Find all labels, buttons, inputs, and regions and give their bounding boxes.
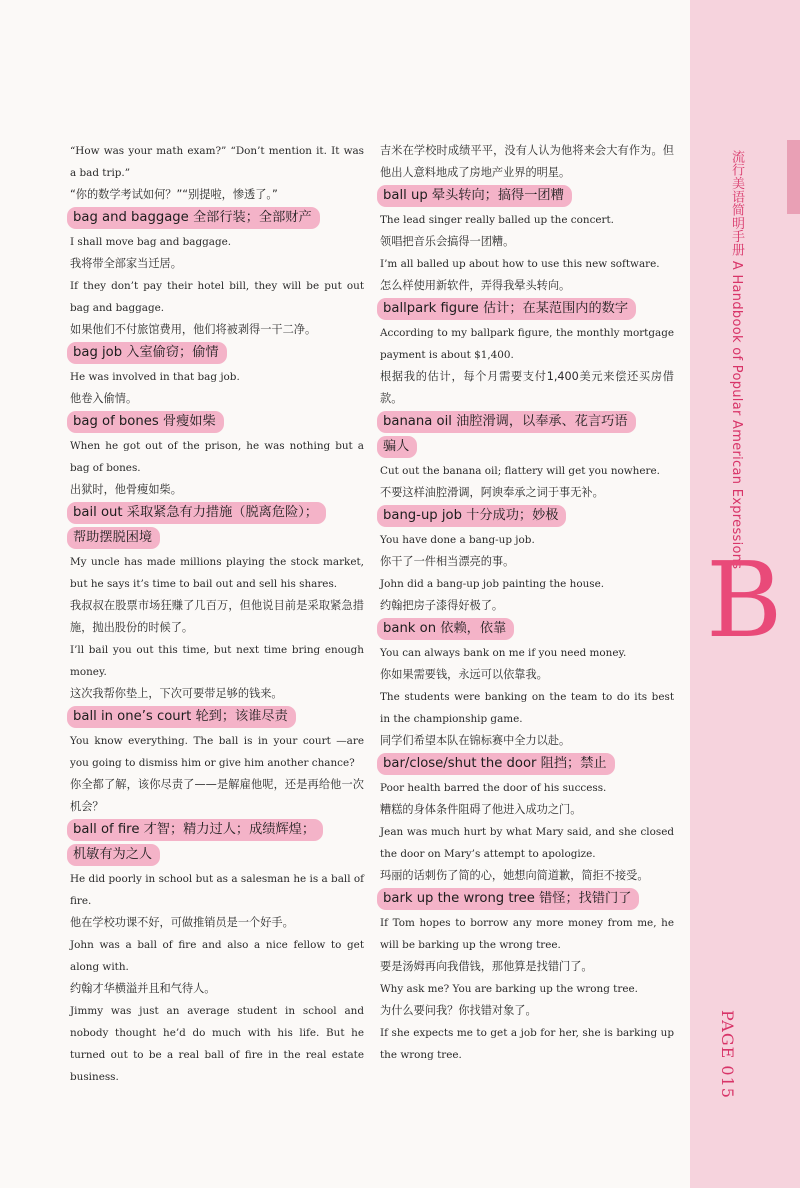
translation-text: 糟糕的身体条件阻碍了他进入成功之门。 — [380, 803, 582, 816]
entry-heading: bag and baggage 全部行装；全部财产 — [67, 207, 320, 229]
side-tab — [787, 140, 800, 214]
entry-heading-row — [380, 504, 674, 529]
entry-heading: bar/close/shut the door 阻挡；禁止 — [377, 753, 615, 775]
example-sentence: “How was your math exam?” “Don’t mention it. It was a bad trip.” — [70, 145, 364, 179]
page-number: PAGE 015 — [718, 1010, 737, 1099]
entry-heading: bank on 依赖，依靠 — [377, 618, 514, 640]
example-sentence: He did poorly in school but as a salesman he is a ball of fire. — [70, 873, 364, 907]
example-sentence: The lead singer really balled up the concert. — [380, 214, 614, 226]
translation-text: 要是汤姆再向我借钱，那他算是找错门了。 — [380, 960, 593, 973]
example-sentence: Cut out the banana oil; flattery will get you nowhere. — [380, 465, 660, 477]
entry-heading: ballpark figure 估计；在某范围内的数字 — [377, 298, 636, 320]
translation-text: 怎么样使用新软件，弄得我晕头转向。 — [380, 279, 571, 292]
entry-heading: 骗人 — [377, 436, 417, 458]
translation-text: 他在学校功课不好，可做推销员是一个好手。 — [70, 916, 294, 929]
translation-text: “你的数学考试如何？”“别提啦，惨透了。” — [70, 188, 278, 201]
right-column — [380, 140, 674, 1066]
entry-heading-row — [70, 410, 364, 435]
example-sentence: John did a bang-up job painting the house. — [380, 578, 605, 590]
example-sentence: Jean was much hurt by what Mary said, and she closed the door on Mary’s attempt to apologize. — [380, 826, 674, 860]
translation-text: 吉米在学校时成绩平平，没有人认为他将来会大有作为。但他出人意料地成了房地产业界的明星。 — [380, 144, 674, 179]
example-sentence: You can always bank on me if you need money. — [380, 647, 627, 659]
example-sentence: When he got out of the prison, he was nothing but a bag of bones. — [70, 440, 364, 474]
translation-text: 你如果需要钱，永远可以依靠我。 — [380, 668, 548, 681]
translation-text: 约翰把房子漆得好极了。 — [380, 599, 504, 612]
translation-text: 我将带全部家当迁居。 — [70, 257, 182, 270]
entry-heading: 机敏有为之人 — [67, 844, 160, 866]
translation-text: 根据我的估计，每个月需要支付1,400美元来偿还买房借款。 — [380, 370, 674, 405]
entry-heading-row — [380, 617, 674, 642]
book-title: 流行美语简明手册 A Handbook of Popular American Expressions — [729, 150, 744, 570]
example-sentence: Jimmy was just an average student in school and nobody thought he’d do much with his life. But he turned out to be a real ball of fire in the real estate business. — [70, 1005, 364, 1083]
translation-text: 约翰才华横溢并且和气待人。 — [70, 982, 216, 995]
example-sentence: I’m all balled up about how to use this new software. — [380, 258, 660, 270]
entry-heading-row — [70, 341, 364, 366]
translation-text: 玛丽的话刺伤了简的心，她想向简道歉，简拒不接受。 — [380, 869, 649, 882]
entry-heading-row — [380, 410, 674, 435]
section-letter: B — [706, 539, 783, 661]
left-column — [70, 140, 364, 1088]
example-sentence: You know everything. The ball is in your court —are you going to dismiss him or give him another chance? — [70, 735, 364, 769]
entry-heading-row — [380, 297, 674, 322]
translation-text: 领唱把音乐会搞得一团糟。 — [380, 235, 515, 248]
example-sentence: I shall move bag and baggage. — [70, 236, 232, 248]
translation-text: 我叔叔在股票市场狂赚了几百万，但他说目前是采取紧急措施，抛出股份的时候了。 — [70, 599, 364, 634]
entry-heading-row — [70, 818, 364, 843]
example-sentence: You have done a bang-up job. — [380, 534, 535, 546]
example-sentence: My uncle has made millions playing the stock market, but he says it’s time to bail out and sell his shares. — [70, 556, 364, 590]
translation-text: 为什么要问我？你找错对象了。 — [380, 1004, 537, 1017]
entry-heading: 帮助摆脱困境 — [67, 527, 160, 549]
translation-text: 他卷入偷情。 — [70, 392, 138, 405]
entry-heading-row — [70, 705, 364, 730]
entry-heading: ball of fire 才智；精力过人；成绩辉煌； — [67, 819, 323, 841]
entry-heading-row — [380, 435, 674, 460]
example-sentence: Why ask me? You are barking up the wrong tree. — [380, 983, 638, 995]
example-sentence: John was a ball of fire and also a nice fellow to get along with. — [70, 939, 364, 973]
entry-heading: bag job 入室偷窃；偷情 — [67, 342, 227, 364]
entry-heading-row — [70, 526, 364, 551]
translation-text: 这次我帮你垫上，下次可要带足够的钱来。 — [70, 687, 283, 700]
example-sentence: The students were banking on the team to do its best in the championship game. — [380, 691, 674, 725]
entry-heading: bark up the wrong tree 错怪；找错门了 — [377, 888, 639, 910]
example-sentence: If Tom hopes to borrow any more money from me, he will be barking up the wrong tree. — [380, 917, 674, 951]
translation-text: 你干了一件相当漂亮的事。 — [380, 555, 515, 568]
entry-heading: banana oil 油腔滑调，以奉承、花言巧语 — [377, 411, 636, 433]
entry-heading-row — [380, 752, 674, 777]
translation-text: 出狱时，他骨瘦如柴。 — [70, 483, 182, 496]
example-sentence: I’ll bail you out this time, but next time bring enough money. — [70, 644, 364, 678]
translation-text: 同学们希望本队在锦标赛中全力以赴。 — [380, 734, 571, 747]
example-sentence: According to my ballpark figure, the monthly mortgage payment is about $1,400. — [380, 327, 674, 361]
entry-heading: bail out 采取紧急有力措施（脱离危险）； — [67, 502, 326, 524]
entry-heading-row — [380, 887, 674, 912]
example-sentence: He was involved in that bag job. — [70, 371, 240, 383]
entry-heading: ball in one’s court 轮到；该谁尽责 — [67, 706, 296, 728]
entry-heading-row — [70, 206, 364, 231]
example-sentence: If they don’t pay their hotel bill, they will be put out bag and baggage. — [70, 280, 364, 314]
entry-heading: ball up 晕头转向；搞得一团糟 — [377, 185, 572, 207]
entry-heading: bang-up job 十分成功；妙极 — [377, 505, 566, 527]
translation-text: 不要这样油腔滑调，阿谀奉承之词于事无补。 — [380, 486, 604, 499]
entry-heading: bag of bones 骨瘦如柴 — [67, 411, 224, 433]
translation-text: 如果他们不付旅馆费用，他们将被剥得一干二净。 — [70, 323, 317, 336]
entry-heading-row — [70, 501, 364, 526]
translation-text: 你全都了解，该你尽责了——是解雇他呢，还是再给他一次机会？ — [70, 778, 364, 813]
entry-heading-row — [380, 184, 674, 209]
example-sentence: If she expects me to get a job for her, she is barking up the wrong tree. — [380, 1027, 674, 1061]
entry-heading-row — [70, 843, 364, 868]
example-sentence: Poor health barred the door of his success. — [380, 782, 607, 794]
